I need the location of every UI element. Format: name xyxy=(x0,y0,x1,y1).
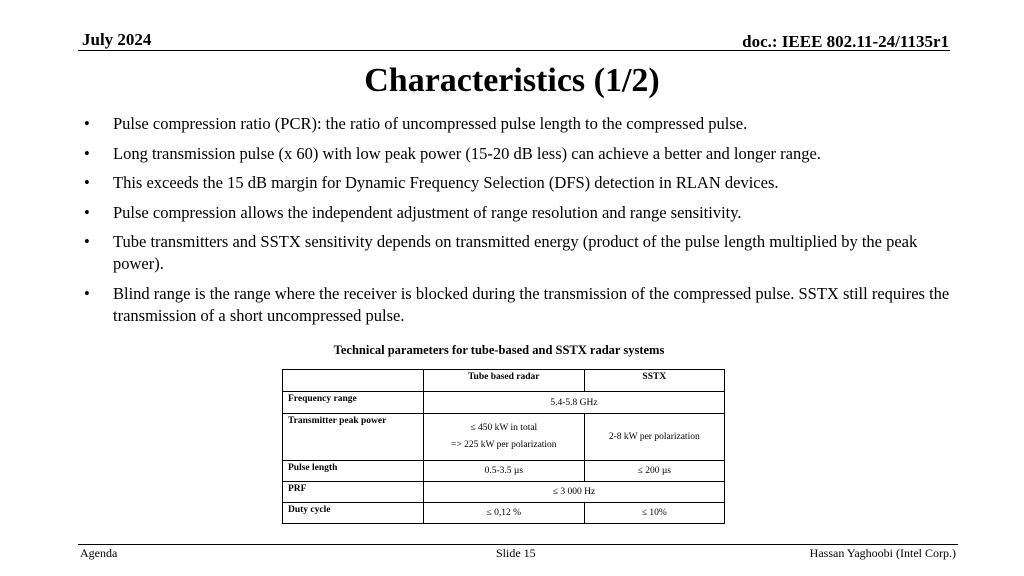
peak-power-tube-line2: => 225 kW per polarization xyxy=(451,440,557,450)
slide-title: Characteristics (1/2) xyxy=(364,62,660,99)
slide-number: Slide 15 xyxy=(496,546,536,560)
table-row-duty-cycle xyxy=(283,503,725,524)
duty-cycle-sstx-value: ≤ 10% xyxy=(584,503,724,524)
peak-power-sstx-value: 2-8 kW per polarization xyxy=(584,414,724,461)
peak-power-tube-value xyxy=(424,414,585,461)
table-caption: Technical parameters for tube-based and SSTX radar systems xyxy=(333,343,665,357)
duty-cycle-tube-value: ≤ 0,12 % xyxy=(424,503,585,524)
column-header-empty xyxy=(283,370,424,392)
bullet-item xyxy=(84,283,964,327)
table-row-prf xyxy=(283,482,725,503)
frequency-value: 5.4-5.8 GHz xyxy=(424,392,725,414)
header-divider xyxy=(78,50,950,51)
bullet-text: Pulse compression ratio (PCR): the ratio of uncompressed pulse length to the compressed pulse. xyxy=(113,114,748,133)
table-row-peak-power xyxy=(283,414,725,461)
bullet-icon: • xyxy=(84,143,90,163)
bullet-text: Pulse compression allows the independent adjustment of range resolution and range sensitivity. xyxy=(113,202,742,222)
bullet-icon: • xyxy=(84,173,90,192)
bullet-item xyxy=(84,113,964,135)
footer-divider xyxy=(78,544,958,545)
bullet-item xyxy=(84,143,964,165)
bullet-text: This exceeds the 15 dB margin for Dynamic Frequency Selection (DFS) detection in RLAN devices. xyxy=(113,173,779,192)
bullet-item xyxy=(84,172,964,194)
bullet-icon: • xyxy=(84,232,90,251)
footer-author: Hassan Yaghoobi (Intel Corp.) xyxy=(809,546,956,560)
peak-power-tube-line1: ≤ 450 kW in total xyxy=(470,423,538,433)
pulse-length-tube-value: 0.5-3.5 µs xyxy=(424,461,585,482)
footer-left: Agenda xyxy=(80,546,118,560)
row-label-pulse-length: Pulse length xyxy=(283,461,424,482)
row-label-frequency: Frequency range xyxy=(283,392,424,414)
bullet-icon: • xyxy=(84,202,90,222)
bullet-text: Tube transmitters and SSTX sensitivity depends on transmitted energy (product of the pulse length multiplied by the peak power). xyxy=(113,232,918,273)
table-header-row xyxy=(283,370,725,392)
header-date: July 2024 xyxy=(82,30,152,49)
bullet-item xyxy=(84,231,964,275)
header-doc-id: doc.: IEEE 802.11-24/1135r1 xyxy=(742,32,949,51)
row-label-prf: PRF xyxy=(283,482,424,503)
bullet-text: Long transmission pulse (x 60) with low peak power (15-20 dB less) can achieve a better and longer range. xyxy=(113,143,821,163)
bullet-icon: • xyxy=(84,114,90,133)
row-label-peak-power: Transmitter peak power xyxy=(283,414,424,461)
bullet-item xyxy=(84,202,964,224)
bullet-icon: • xyxy=(84,283,90,303)
table-row-frequency xyxy=(283,392,725,414)
radar-parameters-table xyxy=(282,369,725,524)
column-header-tube: Tube based radar xyxy=(424,370,585,392)
prf-value: ≤ 3 000 Hz xyxy=(424,482,725,503)
column-header-sstx: SSTX xyxy=(584,370,724,392)
bullet-list xyxy=(84,113,964,334)
pulse-length-sstx-value: ≤ 200 µs xyxy=(584,461,724,482)
table-row-pulse-length xyxy=(283,461,725,482)
bullet-text: Blind range is the range where the receiver is blocked during the transmission of the compressed pulse. SSTX still requires the transmission of a short uncompressed pulse. xyxy=(113,283,950,325)
row-label-duty-cycle: Duty cycle xyxy=(283,503,424,524)
